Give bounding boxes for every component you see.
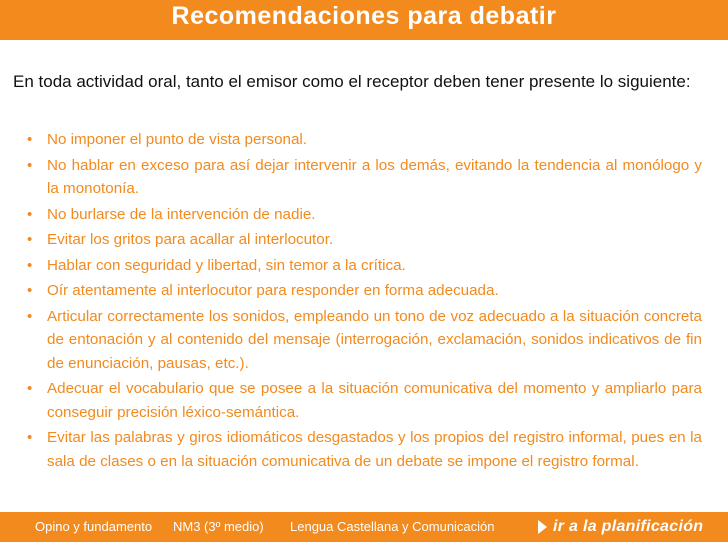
list-item-text: No hablar en exceso para así dejar intervenir a los demás, evitando la tendencia al monólogo y la monotonía. [47,156,702,197]
list-item [27,426,702,473]
recommendations-list [27,128,702,475]
list-item [27,203,702,227]
footer-level: NM3 (3º medio) [173,519,264,534]
bullet-icon: • [27,282,33,299]
page-title: Recomendaciones para debatir [171,2,557,30]
list-item-text: No burlarse de la intervención de nadie. [47,205,316,223]
bullet-icon: • [27,156,33,174]
bullet-icon: • [27,429,33,446]
list-item-text: Adecuar el vocabulario que se posee a la situación comunicativa del momento y ampliarlo para conseguir precisión léxico-semántica. [47,380,702,421]
list-item-text: Evitar los gritos para acallar al interlocutor. [47,231,334,248]
list-item-text: Evitar las palabras y giros idiomáticos desgastados y los propios del registro informal, pues en la sala de clases o en la situación comunicativa de un debate se impone el registro formal. [47,429,702,470]
list-item [27,279,702,303]
footer-bar [0,512,728,542]
footer-unit: Opino y fundamento [35,519,153,534]
list-item [27,305,702,376]
intro-paragraph: En toda actividad oral, tanto el emisor como el receptor deben tener presente lo siguiente: [13,72,691,91]
arrow-right-icon [538,520,547,534]
bullet-icon: • [27,380,33,397]
list-item-text: Articular correctamente los sonidos, empleando un tono de voz adecuado a la situación concreta de entonación y al contenido del mensaje (interrogación, exclamación, sonidos indicativos de fin de enunciación, pausas, etc.). [47,307,702,372]
list-item [27,128,702,152]
list-item [27,154,702,201]
planning-link-button[interactable] [538,515,703,539]
bullet-icon: • [27,131,33,148]
list-item [27,377,702,424]
list-item-text: Hablar con seguridad y libertad, sin temor a la crítica. [47,256,406,274]
list-item-text: No imponer el punto de vista personal. [47,131,308,148]
bullet-icon: • [27,205,33,223]
list-item-text: Oír atentamente al interlocutor para responder en forma adecuada. [47,282,499,299]
list-item [27,228,702,252]
title-bar [0,0,728,40]
list-item [27,254,702,278]
planning-link-label: ir a la planificación [553,518,704,535]
footer-subject: Lengua Castellana y Comunicación [290,519,495,534]
bullet-icon: • [27,231,33,248]
bullet-icon: • [27,256,33,274]
bullet-icon: • [27,307,33,325]
